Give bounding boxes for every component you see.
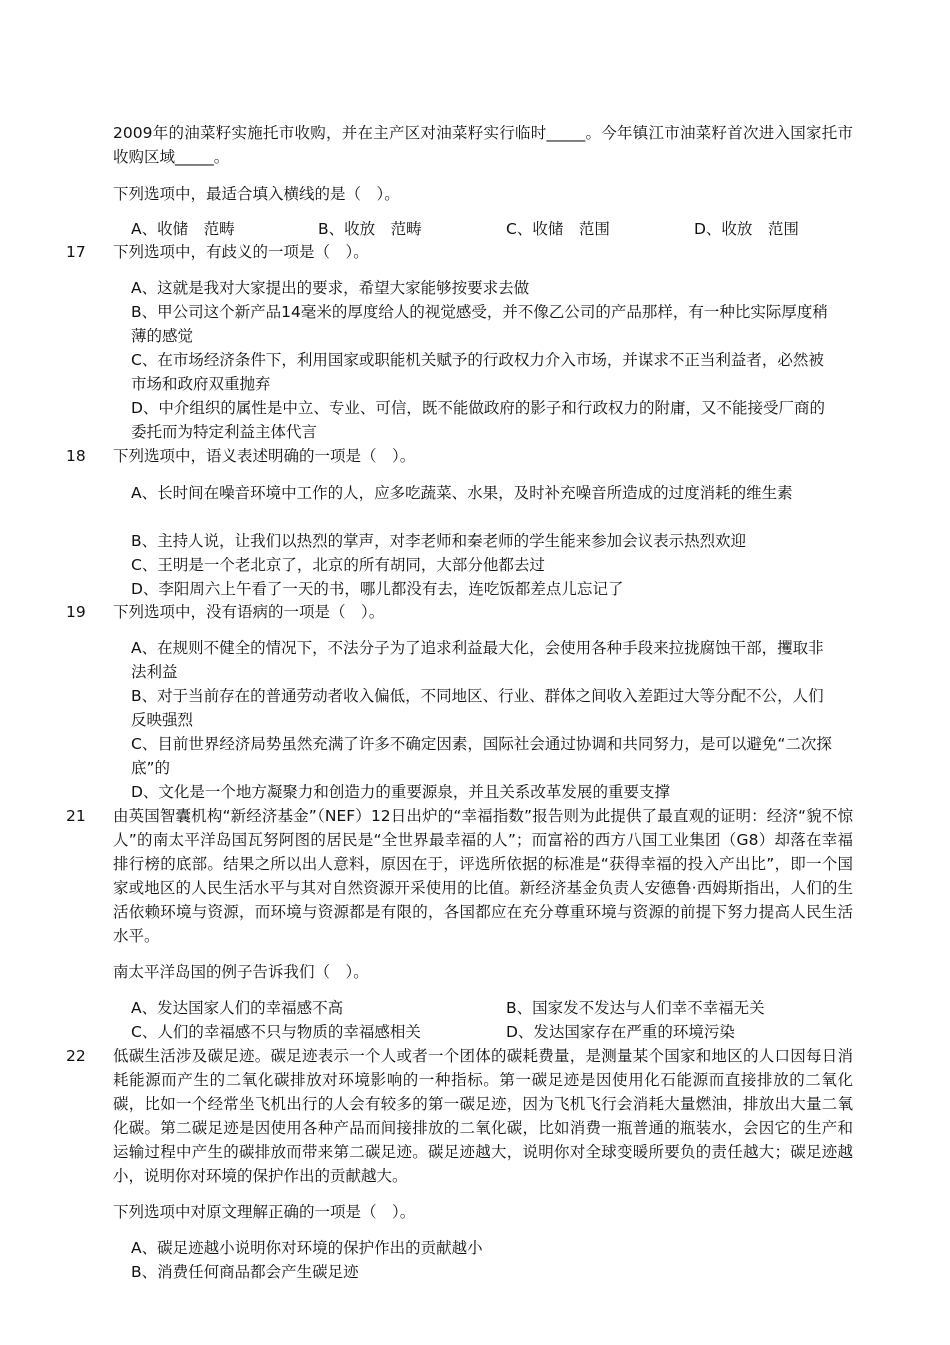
q22-option-b: B、消费任何商品都会产生碳足迹 [131,1263,359,1281]
q21-stem: 南太平洋岛国的例子告诉我们（ ）。 [113,963,369,981]
q16-option-d: D、收放 范围 [694,220,799,238]
q21-option-a: A、发达国家人们的幸福感不高 [131,999,344,1017]
q19-option-a: A、在规则不健全的情况下，不法分子为了追求利益最大化，会使用各种手段来拉拢腐蚀干部，攫取非法利益 [131,639,824,681]
q19-number: 19 [66,603,86,621]
q16-option-c: C、收储 范围 [506,220,610,238]
q21-passage: 由英国智囊机构“新经济基金”（NEF）12日出炉的“幸福指数”报告则为此提供了最直观的证明：经济“貌不惊人”的南太平洋岛国瓦努阿图的居民是“全世界最幸福的人”；而富裕的西方八国工业集团（G8）却落在幸福排行榜的底部。结果之所以出人意料，原因在于，评选所依据的标准是“获得幸福的投入产出比”，即一个国家或地区的人民生活水平与其对自然资源开采使用的比值。新经济基金负责人安德鲁·西姆斯指出，人们的生活依赖环境与资源，而环境与资源都是有限的，各国都应在充分尊重环境与资源的前提下努力提高人民生活水平。 [113,807,853,945]
q17-stem: 下列选项中，有歧义的一项是（ ）。 [113,243,369,261]
q18-stem: 下列选项中，语义表述明确的一项是（ ）。 [113,447,416,465]
q19-stem: 下列选项中，没有语病的一项是（ ）。 [113,603,385,621]
q16-option-a: A、收储 范畴 [131,220,235,238]
q18-option-a: A、长时间在噪音环境中工作的人，应多吃蔬菜、水果，及时补充噪音所造成的过度消耗的维生素 [131,484,793,502]
q18-option-b: B、主持人说，让我们以热烈的掌声，对李老师和秦老师的学生能来参加会议表示热烈欢迎 [131,532,747,550]
q22-option-a: A、碳足迹越小说明你对环境的保护作出的贡献越小 [131,1239,483,1257]
q19-option-b: B、对于当前存在的普通劳动者收入偏低，不同地区、行业、群体之间收入差距过大等分配不公，人们反映强烈 [131,687,824,729]
q22-stem: 下列选项中对原文理解正确的一项是（ ）。 [113,1203,416,1221]
q17-option-b: B、甲公司这个新产品14毫米的厚度给人的视觉感受，并不像乙公司的产品那样，有一种比实际厚度稍薄的感觉 [131,303,828,345]
q17-option-a: A、这就是我对大家提出的要求，希望大家能够按要求去做 [131,279,530,297]
q19-option-c: C、目前世界经济局势虽然充满了许多不确定因素，国际社会通过协调和共同努力，是可以避免“二次探底”的 [131,735,832,777]
q18-option-c: C、王明是一个老北京了，北京的所有胡同，大部分他都去过 [131,556,545,574]
q17-option-d: D、中介组织的属性是中立、专业、可信，既不能做政府的影子和行政权力的附庸，又不能接受厂商的委托而为特定利益主体代言 [131,399,825,441]
q17-number: 17 [66,243,86,261]
q18-option-d: D、李阳周六上午看了一天的书，哪儿都没有去，连吃饭都差点儿忘记了 [131,580,624,598]
q22-number: 22 [66,1047,86,1065]
q22-passage: 低碳生活涉及碳足迹。碳足迹表示一个人或者一个团体的碳耗费量，是测量某个国家和地区的人口因每日消耗能源而产生的二氧化碳排放对环境影响的一种指标。第一碳足迹是因使用化石能源而直接排放的二氧化碳，比如一个经常坐飞机出行的人会有较多的第一碳足迹，因为飞机飞行会消耗大量燃油，排放出大量二氧化碳。第二碳足迹是因使用各种产品而间接排放的二氧化碳，比如消费一瓶普通的瓶装水，会因它的生产和运输过程中产生的碳排放而带来第二碳足迹。碳足迹越大，说明你对全球变暖所要负的责任越大；碳足迹越小，说明你对环境的保护作出的贡献越大。 [113,1047,853,1185]
q16-option-b: B、收放 范畴 [318,220,422,238]
q21-option-d: D、发达国家存在严重的环境污染 [506,1023,735,1041]
q21-option-c: C、人们的幸福感不只与物质的幸福感相关 [131,1023,421,1041]
q18-number: 18 [66,447,86,465]
q19-option-d: D、文化是一个地方凝聚力和创造力的重要源泉，并且关系改革发展的重要支撑 [131,783,670,801]
q16-stem: 下列选项中，最适合填入横线的是（ ）。 [113,185,400,203]
q21-number: 21 [66,807,86,825]
q17-option-c: C、在市场经济条件下，利用国家或职能机关赋予的行政权力介入市场，并谋求不正当利益者，必然被市场和政府双重抛弃 [131,351,824,393]
q16-passage: 2009年的油菜籽实施托市收购，并在主产区对油菜籽实行临时_____。今年镇江市油菜籽首次进入国家托市收购区域_____。 [113,124,853,166]
q21-option-b: B、国家发不发达与人们幸不幸福无关 [506,999,765,1017]
